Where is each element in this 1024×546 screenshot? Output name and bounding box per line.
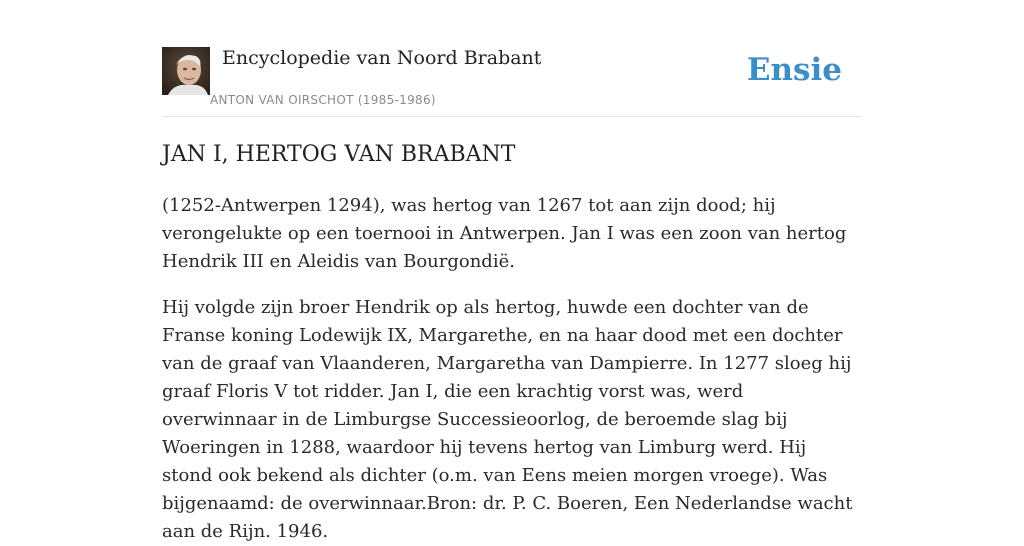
author-avatar[interactable]	[162, 47, 210, 95]
header	[162, 46, 862, 117]
article-paragraph: Hij volgde zijn broer Hendrik op als hertog, huwde een dochter van de Franse koning Lodewijk IX, Margarethe, en na haar dood met een dochter van de graaf van Vlaanderen, Margaretha van Dampierre. In 1277 sloeg hij graaf Floris V tot ridder. Jan I, die een krachtig vorst was, werd overwinnaar in de Limburgse Successieoorlog, de beroemde slag bij Woeringen in 1288, waardoor hij tevens hertog van Limburg werd. Hij stond ook bekend als dichter (o.m. van Eens meien morgen vroege). Was bijgenaamd: de overwinnaar.Bron: dr. P. C. Boeren, Een Nederlandse wacht aan de Rijn. 1946.	[162, 297, 853, 542]
article-paragraph: (1252-Antwerpen 1294), was hertog van 1267 tot aan zijn dood; hij verongelukte op een toernooi in Antwerpen. Jan I was een zoon van hertog Hendrik III en Aleidis van Bourgondië.	[162, 195, 847, 272]
article-title: JAN I, HERTOG VAN BRABANT	[162, 142, 516, 167]
brand-logo[interactable]: Ensie	[746, 52, 842, 88]
author-name[interactable]: ANTON VAN OIRSCHOT (1985-1986)	[210, 93, 436, 107]
article	[162, 140, 862, 546]
source-title[interactable]: Encyclopedie van Noord Brabant	[222, 47, 542, 69]
